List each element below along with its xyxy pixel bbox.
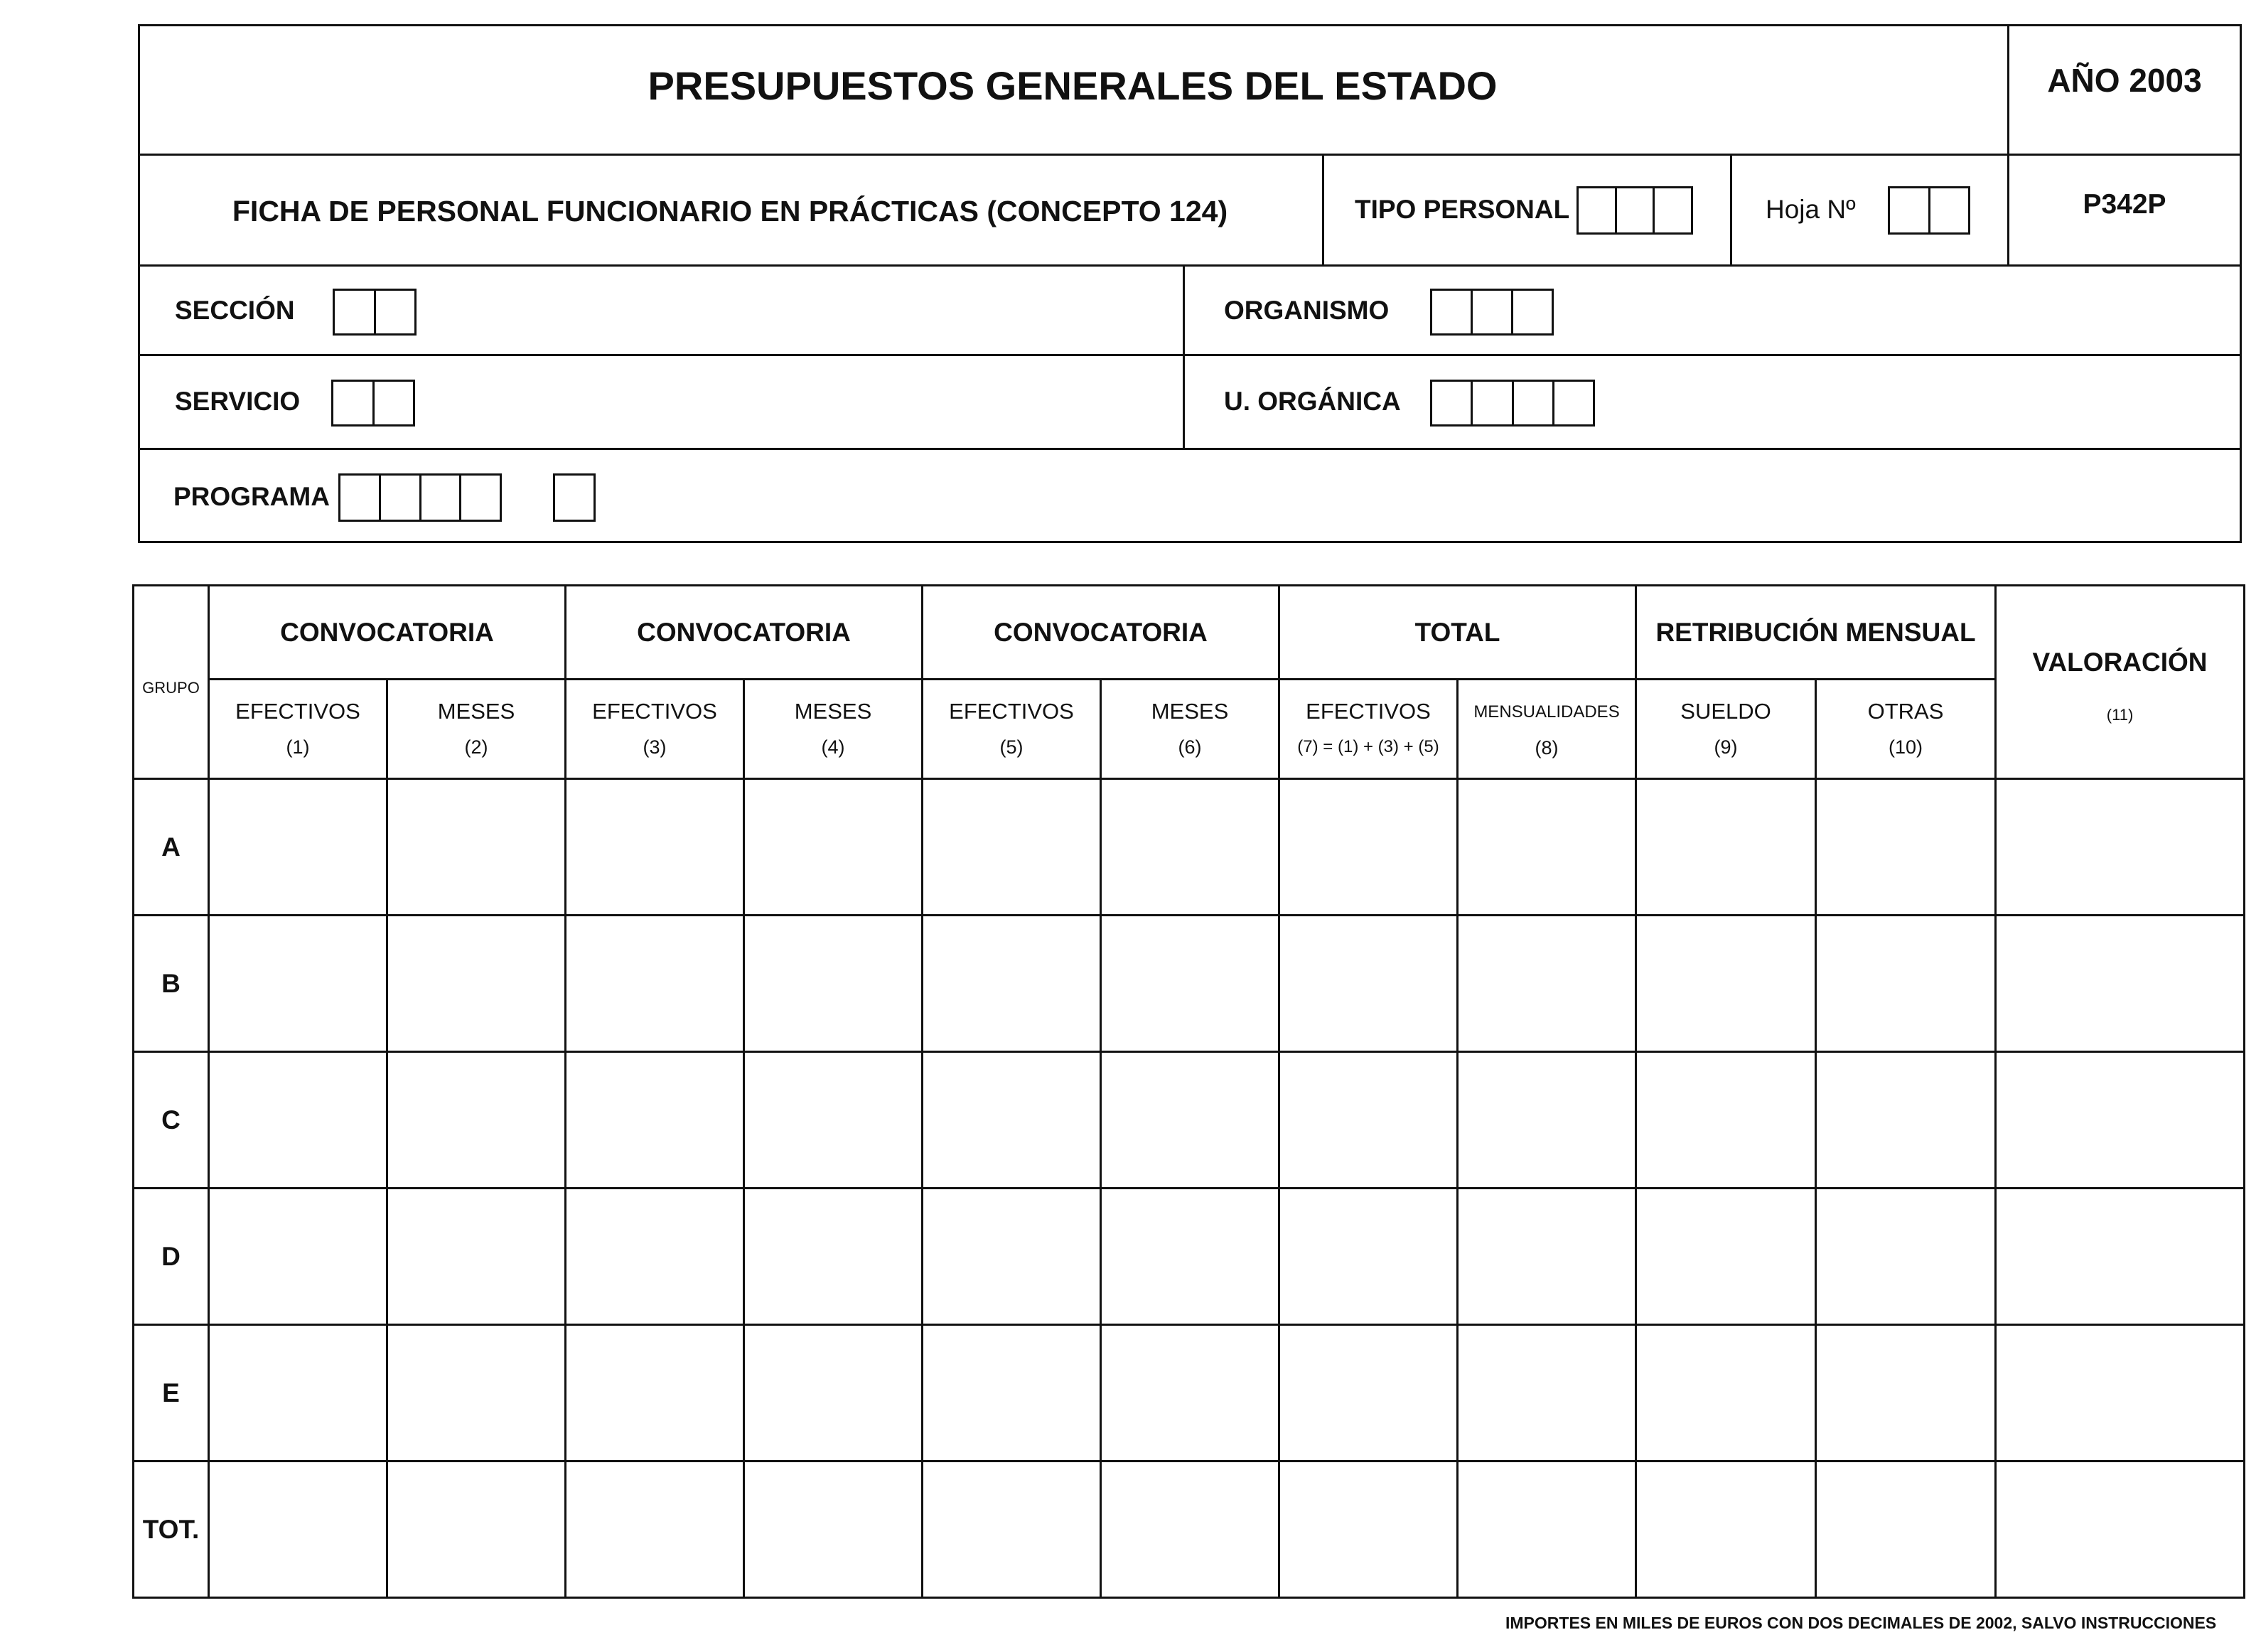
convocatoria-3-header: CONVOCATORIA: [923, 586, 1279, 680]
table-cell[interactable]: [1101, 916, 1279, 1052]
table-cell[interactable]: [566, 1052, 744, 1189]
table-cell[interactable]: [923, 779, 1101, 916]
valoracion-header: VALORACIÓN (11): [1996, 586, 2245, 779]
table-cell[interactable]: [1101, 1052, 1279, 1189]
col-efectivos-3: EFECTIVOS (3): [566, 680, 744, 779]
col-otras-10: OTRAS (10): [1816, 680, 1996, 779]
servicio-input[interactable]: [331, 380, 415, 427]
table-cell[interactable]: [1636, 916, 1816, 1052]
row-group-label: A: [134, 779, 209, 916]
programa-extra-input[interactable]: [553, 473, 596, 522]
seccion-input[interactable]: [333, 289, 417, 336]
hoja-input[interactable]: [1888, 186, 1970, 235]
table-cell[interactable]: [744, 1189, 923, 1325]
table-cell[interactable]: [209, 1325, 387, 1461]
organismo-label: ORGANISMO: [1224, 296, 1390, 325]
table-cell[interactable]: [923, 1189, 1101, 1325]
table-cell[interactable]: [566, 1189, 744, 1325]
table-cell[interactable]: [1458, 1325, 1636, 1461]
header-divider-1: [138, 154, 2242, 156]
table-row: [134, 1325, 2245, 1461]
row-group-label: C: [134, 1052, 209, 1189]
footer-note: IMPORTES EN MILES DE EUROS CON DOS DECIMALES DE 2002, SALVO INSTRUCCIONES: [1505, 1614, 2217, 1632]
table-cell[interactable]: [209, 916, 387, 1052]
col-mensualidades-8: MENSUALIDADES (8): [1458, 680, 1636, 779]
table-cell[interactable]: [566, 916, 744, 1052]
tipo-divider: [1322, 154, 1324, 264]
table-cell[interactable]: [744, 916, 923, 1052]
col-efectivos-1: EFECTIVOS (1): [209, 680, 387, 779]
table-cell[interactable]: [1101, 1325, 1279, 1461]
hoja-label: Hoja Nº: [1766, 195, 1856, 224]
table-cell[interactable]: [1996, 1189, 2245, 1325]
u-organica-label: U. ORGÁNICA: [1224, 387, 1401, 416]
header-divider-2: [138, 264, 2242, 267]
convocatoria-2-header: CONVOCATORIA: [566, 586, 923, 680]
table-cell[interactable]: [1996, 1325, 2245, 1461]
retribucion-header: RETRIBUCIÓN MENSUAL: [1636, 586, 1996, 680]
table-cell[interactable]: [1279, 1461, 1458, 1598]
header-divider-4: [138, 448, 2242, 450]
table-cell[interactable]: [1101, 1461, 1279, 1598]
table-cell[interactable]: [744, 779, 923, 916]
table-cell[interactable]: [1816, 1052, 1996, 1189]
table-cell[interactable]: [387, 779, 566, 916]
table-cell[interactable]: [1101, 1189, 1279, 1325]
table-cell[interactable]: [744, 1325, 923, 1461]
table-row: [134, 916, 2245, 1052]
servicio-label: SERVICIO: [175, 387, 301, 416]
table-cell[interactable]: [1636, 1189, 1816, 1325]
total-header: TOTAL: [1279, 586, 1636, 680]
table-cell[interactable]: [1636, 1325, 1816, 1461]
row-group-label: B: [134, 916, 209, 1052]
hoja-divider: [1730, 154, 1732, 264]
table-cell[interactable]: [1996, 1461, 2245, 1598]
personnel-table: [132, 584, 2245, 1599]
table-cell[interactable]: [1816, 1189, 1996, 1325]
table-cell[interactable]: [387, 1461, 566, 1598]
col-meses-6: MESES (6): [1101, 680, 1279, 779]
tipo-personal-input[interactable]: [1576, 186, 1693, 235]
grupo-header: GRUPO: [134, 586, 209, 779]
table-cell[interactable]: [1996, 916, 2245, 1052]
table-cell[interactable]: [566, 1461, 744, 1598]
form-code: P342P: [2083, 189, 2166, 220]
table-row: [134, 779, 2245, 916]
table-cell[interactable]: [923, 916, 1101, 1052]
table-cell[interactable]: [744, 1052, 923, 1189]
table-cell[interactable]: [387, 916, 566, 1052]
table-row: [134, 1189, 2245, 1325]
table-cell[interactable]: [1279, 1052, 1458, 1189]
table-cell[interactable]: [923, 1325, 1101, 1461]
table-cell[interactable]: [387, 1189, 566, 1325]
col-meses-2: MESES (2): [387, 680, 566, 779]
table-cell[interactable]: [1458, 1189, 1636, 1325]
programa-label: PROGRAMA: [173, 482, 330, 511]
year-label: AÑO 2003: [2047, 62, 2202, 99]
page-title: PRESUPUESTOS GENERALES DEL ESTADO: [648, 63, 1498, 108]
table-cell[interactable]: [1279, 779, 1458, 916]
table-cell[interactable]: [387, 1325, 566, 1461]
table-cell[interactable]: [209, 779, 387, 916]
table-cell[interactable]: [1816, 1461, 1996, 1598]
table-cell[interactable]: [1101, 779, 1279, 916]
table-cell[interactable]: [1458, 916, 1636, 1052]
table-cell[interactable]: [1636, 779, 1816, 916]
table-cell[interactable]: [1636, 1052, 1816, 1189]
table-cell[interactable]: [744, 1461, 923, 1598]
table-cell[interactable]: [1816, 779, 1996, 916]
table-cell[interactable]: [1636, 1461, 1816, 1598]
fields-divider: [1183, 264, 1185, 448]
row-group-label: E: [134, 1325, 209, 1461]
convocatoria-1-header: CONVOCATORIA: [209, 586, 566, 680]
table-cell[interactable]: [923, 1461, 1101, 1598]
col-meses-4: MESES (4): [744, 680, 923, 779]
table-cell[interactable]: [923, 1052, 1101, 1189]
col-efectivos-7: EFECTIVOS (7) = (1) + (3) + (5): [1279, 680, 1458, 779]
seccion-label: SECCIÓN: [175, 296, 295, 325]
table-cell[interactable]: [1996, 1052, 2245, 1189]
table-cell[interactable]: [1458, 779, 1636, 916]
programa-input[interactable]: [338, 473, 502, 522]
table-row: [134, 1461, 2245, 1598]
table-cell[interactable]: [1279, 1325, 1458, 1461]
table-row: [134, 1052, 2245, 1189]
table-cell[interactable]: [1458, 1461, 1636, 1598]
table-cell[interactable]: [209, 1189, 387, 1325]
table-cell[interactable]: [566, 779, 744, 916]
table-cell[interactable]: [1816, 1325, 1996, 1461]
row-group-label: TOT.: [134, 1461, 209, 1598]
row-group-label: D: [134, 1189, 209, 1325]
table-cell[interactable]: [209, 1461, 387, 1598]
table-cell[interactable]: [1816, 916, 1996, 1052]
year-divider: [2007, 24, 2009, 264]
u-organica-input[interactable]: [1430, 380, 1595, 427]
table-cell[interactable]: [1279, 1189, 1458, 1325]
table-cell[interactable]: [1458, 1052, 1636, 1189]
col-efectivos-5: EFECTIVOS (5): [923, 680, 1101, 779]
table-cell[interactable]: [387, 1052, 566, 1189]
tipo-personal-label: TIPO PERSONAL: [1355, 195, 1570, 224]
table-cell[interactable]: [1996, 779, 2245, 916]
organismo-input[interactable]: [1430, 289, 1554, 336]
table-cell[interactable]: [1279, 916, 1458, 1052]
table-cell[interactable]: [209, 1052, 387, 1189]
header-divider-3: [138, 354, 2242, 356]
form-title: FICHA DE PERSONAL FUNCIONARIO EN PRÁCTICAS (CONCEPTO 124): [232, 195, 1228, 227]
table-cell[interactable]: [566, 1325, 744, 1461]
col-sueldo-9: SUELDO (9): [1636, 680, 1816, 779]
